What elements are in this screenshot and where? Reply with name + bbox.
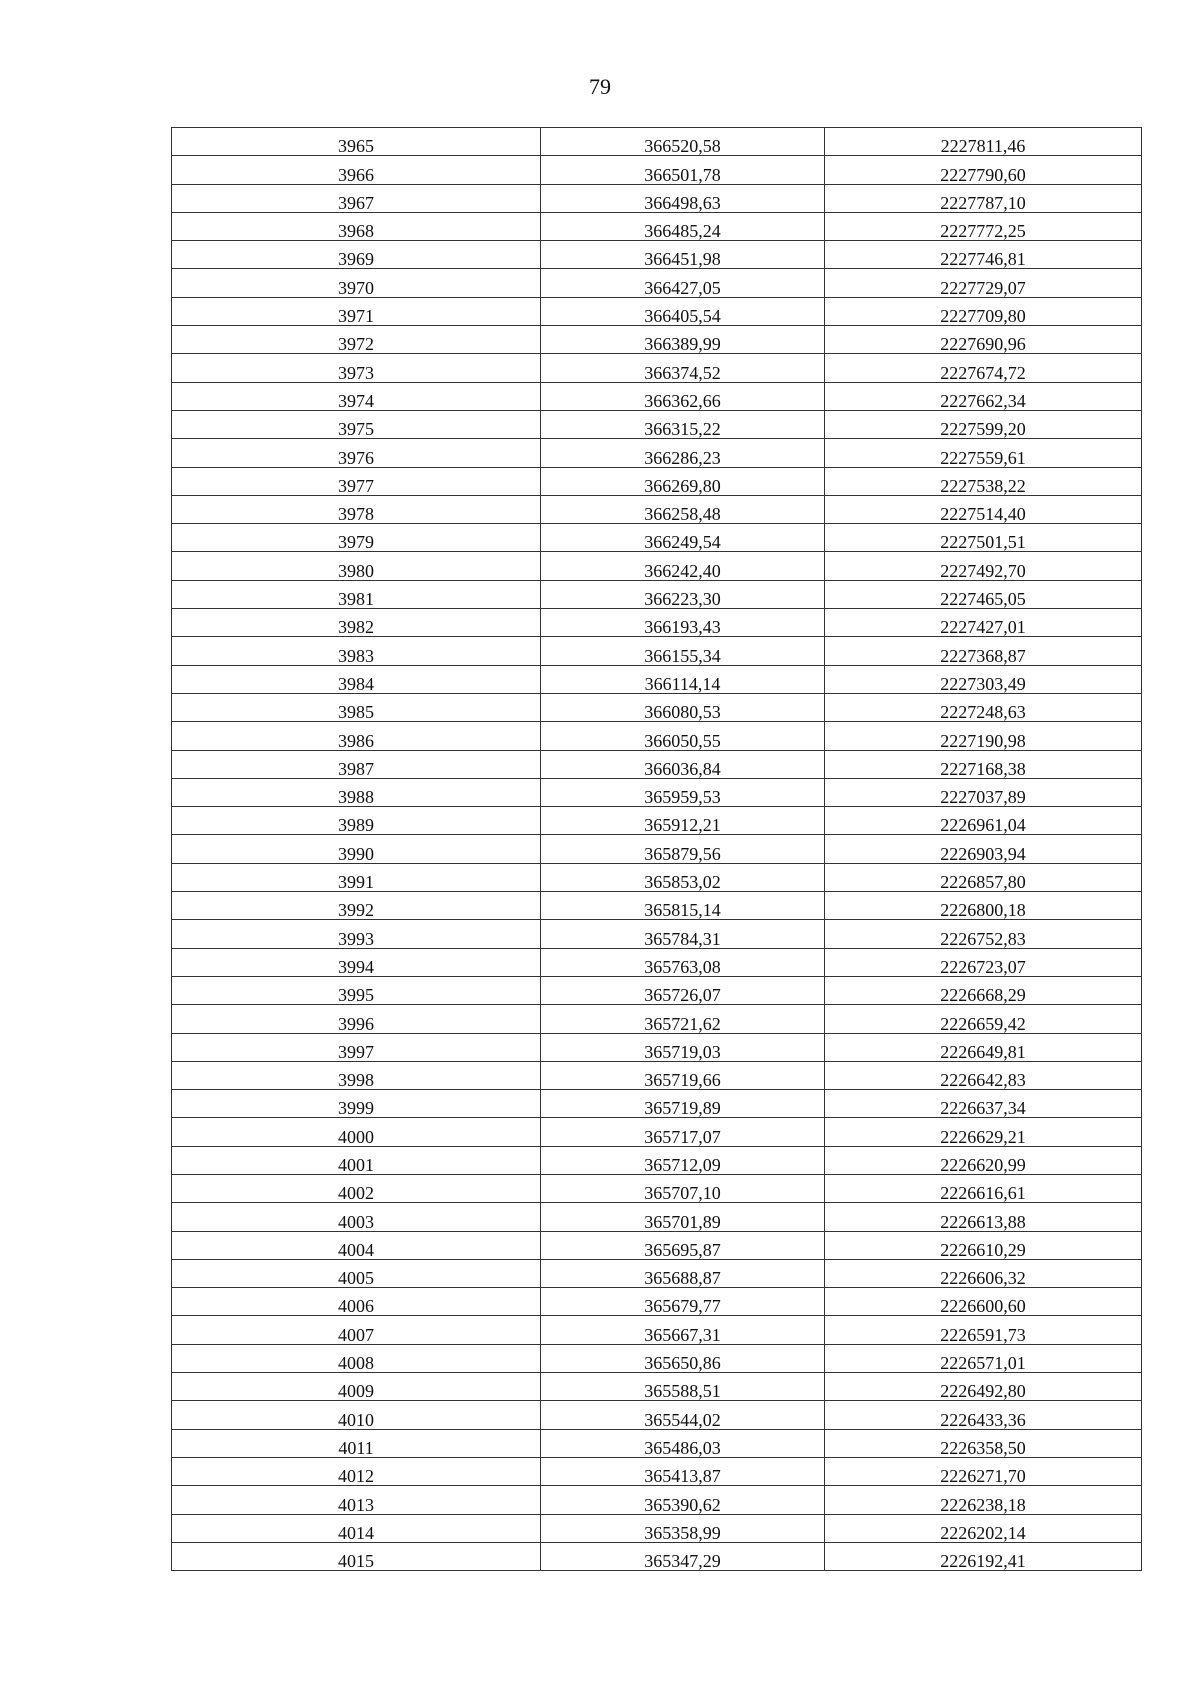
- table-row: [172, 410, 1142, 438]
- table-row: [172, 835, 1142, 863]
- x-coordinate-cell: 366242,40: [541, 552, 825, 580]
- point-number-cell: 3978: [172, 495, 541, 523]
- y-coordinate-cell: 2226857,80: [825, 863, 1142, 891]
- y-coordinate-cell: 2227303,49: [825, 665, 1142, 693]
- y-coordinate-cell: 2226616,61: [825, 1174, 1142, 1202]
- table-row: [172, 807, 1142, 835]
- y-coordinate-cell: 2227746,81: [825, 241, 1142, 269]
- table-row: [172, 1542, 1142, 1570]
- x-coordinate-cell: 366315,22: [541, 410, 825, 438]
- point-number-cell: 3979: [172, 524, 541, 552]
- x-coordinate-cell: 366155,34: [541, 637, 825, 665]
- point-number-cell: 4002: [172, 1174, 541, 1202]
- x-coordinate-cell: 366269,80: [541, 467, 825, 495]
- y-coordinate-cell: 2227538,22: [825, 467, 1142, 495]
- point-number-cell: 4000: [172, 1118, 541, 1146]
- x-coordinate-cell: 365544,02: [541, 1401, 825, 1429]
- point-number-cell: 4014: [172, 1514, 541, 1542]
- y-coordinate-cell: 2227790,60: [825, 156, 1142, 184]
- x-coordinate-cell: 366223,30: [541, 580, 825, 608]
- y-coordinate-cell: 2226238,18: [825, 1486, 1142, 1514]
- x-coordinate-cell: 366485,24: [541, 212, 825, 240]
- x-coordinate-cell: 366362,66: [541, 382, 825, 410]
- x-coordinate-cell: 366389,99: [541, 326, 825, 354]
- table-row: [172, 1118, 1142, 1146]
- table-row: [172, 1033, 1142, 1061]
- x-coordinate-cell: 366498,63: [541, 184, 825, 212]
- x-coordinate-cell: 365486,03: [541, 1429, 825, 1457]
- table-row: [172, 1146, 1142, 1174]
- x-coordinate-cell: 366451,98: [541, 241, 825, 269]
- y-coordinate-cell: 2226723,07: [825, 948, 1142, 976]
- y-coordinate-cell: 2226606,32: [825, 1259, 1142, 1287]
- table-row: [172, 326, 1142, 354]
- x-coordinate-cell: 365688,87: [541, 1259, 825, 1287]
- point-number-cell: 4005: [172, 1259, 541, 1287]
- point-number-cell: 3986: [172, 722, 541, 750]
- table-row: [172, 948, 1142, 976]
- y-coordinate-cell: 2227811,46: [825, 128, 1142, 156]
- y-coordinate-cell: 2226492,80: [825, 1373, 1142, 1401]
- table-row: [172, 354, 1142, 382]
- x-coordinate-cell: 366249,54: [541, 524, 825, 552]
- table-row: [172, 1429, 1142, 1457]
- point-number-cell: 3980: [172, 552, 541, 580]
- point-number-cell: 4013: [172, 1486, 541, 1514]
- point-number-cell: 3971: [172, 297, 541, 325]
- y-coordinate-cell: 2227662,34: [825, 382, 1142, 410]
- x-coordinate-cell: 366258,48: [541, 495, 825, 523]
- point-number-cell: 3993: [172, 920, 541, 948]
- y-coordinate-cell: 2226620,99: [825, 1146, 1142, 1174]
- table-row: [172, 665, 1142, 693]
- table-row: [172, 382, 1142, 410]
- point-number-cell: 4008: [172, 1344, 541, 1372]
- table-row: [172, 1203, 1142, 1231]
- table-row: [172, 128, 1142, 156]
- table-row: [172, 1005, 1142, 1033]
- point-number-cell: 3988: [172, 778, 541, 806]
- x-coordinate-cell: 365719,66: [541, 1061, 825, 1089]
- point-number-cell: 3970: [172, 269, 541, 297]
- point-number-cell: 3997: [172, 1033, 541, 1061]
- table-row: [172, 778, 1142, 806]
- table-row: [172, 1090, 1142, 1118]
- y-coordinate-cell: 2227248,63: [825, 693, 1142, 721]
- point-number-cell: 4006: [172, 1288, 541, 1316]
- table-row: [172, 297, 1142, 325]
- table-row: [172, 637, 1142, 665]
- point-number-cell: 3987: [172, 750, 541, 778]
- table-row: [172, 1231, 1142, 1259]
- x-coordinate-cell: 365717,07: [541, 1118, 825, 1146]
- x-coordinate-cell: 365650,86: [541, 1344, 825, 1372]
- y-coordinate-cell: 2226192,41: [825, 1542, 1142, 1570]
- x-coordinate-cell: 366286,23: [541, 439, 825, 467]
- point-number-cell: 3968: [172, 212, 541, 240]
- point-number-cell: 3999: [172, 1090, 541, 1118]
- point-number-cell: 3996: [172, 1005, 541, 1033]
- table-row: [172, 184, 1142, 212]
- table-row: [172, 1288, 1142, 1316]
- point-number-cell: 4010: [172, 1401, 541, 1429]
- y-coordinate-cell: 2226613,88: [825, 1203, 1142, 1231]
- y-coordinate-cell: 2226637,34: [825, 1090, 1142, 1118]
- point-number-cell: 3985: [172, 693, 541, 721]
- y-coordinate-cell: 2226202,14: [825, 1514, 1142, 1542]
- y-coordinate-cell: 2226571,01: [825, 1344, 1142, 1372]
- x-coordinate-cell: 366080,53: [541, 693, 825, 721]
- table-row: [172, 1316, 1142, 1344]
- y-coordinate-cell: 2227787,10: [825, 184, 1142, 212]
- point-number-cell: 3982: [172, 609, 541, 637]
- y-coordinate-cell: 2226800,18: [825, 892, 1142, 920]
- point-number-cell: 3981: [172, 580, 541, 608]
- y-coordinate-cell: 2226668,29: [825, 976, 1142, 1004]
- x-coordinate-cell: 366374,52: [541, 354, 825, 382]
- y-coordinate-cell: 2226629,21: [825, 1118, 1142, 1146]
- table-row: [172, 1401, 1142, 1429]
- y-coordinate-cell: 2226752,83: [825, 920, 1142, 948]
- point-number-cell: 3965: [172, 128, 541, 156]
- table-row: [172, 920, 1142, 948]
- y-coordinate-cell: 2227037,89: [825, 778, 1142, 806]
- x-coordinate-cell: 365763,08: [541, 948, 825, 976]
- table-row: [172, 467, 1142, 495]
- x-coordinate-cell: 365719,89: [541, 1090, 825, 1118]
- x-coordinate-cell: 366036,84: [541, 750, 825, 778]
- coordinates-table: [171, 127, 1142, 1571]
- table-row: [172, 552, 1142, 580]
- table-row: [172, 863, 1142, 891]
- y-coordinate-cell: 2226649,81: [825, 1033, 1142, 1061]
- point-number-cell: 4015: [172, 1542, 541, 1570]
- table-row: [172, 750, 1142, 778]
- x-coordinate-cell: 365959,53: [541, 778, 825, 806]
- point-number-cell: 3994: [172, 948, 541, 976]
- table-row: [172, 1457, 1142, 1485]
- table-row: [172, 722, 1142, 750]
- x-coordinate-cell: 365726,07: [541, 976, 825, 1004]
- point-number-cell: 4011: [172, 1429, 541, 1457]
- point-number-cell: 4001: [172, 1146, 541, 1174]
- y-coordinate-cell: 2227709,80: [825, 297, 1142, 325]
- table-row: [172, 892, 1142, 920]
- point-number-cell: 4007: [172, 1316, 541, 1344]
- point-number-cell: 3969: [172, 241, 541, 269]
- y-coordinate-cell: 2227514,40: [825, 495, 1142, 523]
- y-coordinate-cell: 2227168,38: [825, 750, 1142, 778]
- table-row: [172, 693, 1142, 721]
- x-coordinate-cell: 365358,99: [541, 1514, 825, 1542]
- x-coordinate-cell: 365695,87: [541, 1231, 825, 1259]
- y-coordinate-cell: 2226642,83: [825, 1061, 1142, 1089]
- table-row: [172, 1174, 1142, 1202]
- x-coordinate-cell: 365784,31: [541, 920, 825, 948]
- table-row: [172, 1344, 1142, 1372]
- x-coordinate-cell: 366193,43: [541, 609, 825, 637]
- y-coordinate-cell: 2226961,04: [825, 807, 1142, 835]
- point-number-cell: 3973: [172, 354, 541, 382]
- y-coordinate-cell: 2226591,73: [825, 1316, 1142, 1344]
- y-coordinate-cell: 2227559,61: [825, 439, 1142, 467]
- x-coordinate-cell: 366427,05: [541, 269, 825, 297]
- x-coordinate-cell: 365853,02: [541, 863, 825, 891]
- x-coordinate-cell: 366520,58: [541, 128, 825, 156]
- x-coordinate-cell: 365712,09: [541, 1146, 825, 1174]
- x-coordinate-cell: 365879,56: [541, 835, 825, 863]
- x-coordinate-cell: 365413,87: [541, 1457, 825, 1485]
- y-coordinate-cell: 2226433,36: [825, 1401, 1142, 1429]
- y-coordinate-cell: 2227772,25: [825, 212, 1142, 240]
- y-coordinate-cell: 2227690,96: [825, 326, 1142, 354]
- y-coordinate-cell: 2226659,42: [825, 1005, 1142, 1033]
- y-coordinate-cell: 2227674,72: [825, 354, 1142, 382]
- y-coordinate-cell: 2226610,29: [825, 1231, 1142, 1259]
- table-row: [172, 1259, 1142, 1287]
- point-number-cell: 4012: [172, 1457, 541, 1485]
- point-number-cell: 3983: [172, 637, 541, 665]
- table-row: [172, 269, 1142, 297]
- page-number: 79: [589, 74, 611, 99]
- y-coordinate-cell: 2226903,94: [825, 835, 1142, 863]
- point-number-cell: 3992: [172, 892, 541, 920]
- coordinates-table-body: [172, 128, 1142, 1571]
- point-number-cell: 3989: [172, 807, 541, 835]
- x-coordinate-cell: 365679,77: [541, 1288, 825, 1316]
- table-row: [172, 212, 1142, 240]
- x-coordinate-cell: 365721,62: [541, 1005, 825, 1033]
- y-coordinate-cell: 2227368,87: [825, 637, 1142, 665]
- x-coordinate-cell: 365667,31: [541, 1316, 825, 1344]
- point-number-cell: 3991: [172, 863, 541, 891]
- table-row: [172, 1061, 1142, 1089]
- y-coordinate-cell: 2227492,70: [825, 552, 1142, 580]
- y-coordinate-cell: 2226600,60: [825, 1288, 1142, 1316]
- table-row: [172, 1486, 1142, 1514]
- point-number-cell: 3995: [172, 976, 541, 1004]
- x-coordinate-cell: 365390,62: [541, 1486, 825, 1514]
- point-number-cell: 4003: [172, 1203, 541, 1231]
- y-coordinate-cell: 2227729,07: [825, 269, 1142, 297]
- y-coordinate-cell: 2227427,01: [825, 609, 1142, 637]
- y-coordinate-cell: 2227501,51: [825, 524, 1142, 552]
- y-coordinate-cell: 2227190,98: [825, 722, 1142, 750]
- point-number-cell: 3976: [172, 439, 541, 467]
- x-coordinate-cell: 366405,54: [541, 297, 825, 325]
- y-coordinate-cell: 2226271,70: [825, 1457, 1142, 1485]
- x-coordinate-cell: 365701,89: [541, 1203, 825, 1231]
- x-coordinate-cell: 365347,29: [541, 1542, 825, 1570]
- point-number-cell: 4004: [172, 1231, 541, 1259]
- point-number-cell: 3972: [172, 326, 541, 354]
- point-number-cell: 3998: [172, 1061, 541, 1089]
- x-coordinate-cell: 365719,03: [541, 1033, 825, 1061]
- y-coordinate-cell: 2227599,20: [825, 410, 1142, 438]
- point-number-cell: 3974: [172, 382, 541, 410]
- y-coordinate-cell: 2227465,05: [825, 580, 1142, 608]
- table-row: [172, 609, 1142, 637]
- x-coordinate-cell: 365707,10: [541, 1174, 825, 1202]
- x-coordinate-cell: 365588,51: [541, 1373, 825, 1401]
- table-row: [172, 524, 1142, 552]
- table-row: [172, 1373, 1142, 1401]
- x-coordinate-cell: 366114,14: [541, 665, 825, 693]
- point-number-cell: 3977: [172, 467, 541, 495]
- point-number-cell: 3975: [172, 410, 541, 438]
- point-number-cell: 4009: [172, 1373, 541, 1401]
- x-coordinate-cell: 365815,14: [541, 892, 825, 920]
- table-row: [172, 580, 1142, 608]
- point-number-cell: 3984: [172, 665, 541, 693]
- table-row: [172, 976, 1142, 1004]
- x-coordinate-cell: 366501,78: [541, 156, 825, 184]
- point-number-cell: 3967: [172, 184, 541, 212]
- x-coordinate-cell: 366050,55: [541, 722, 825, 750]
- table-row: [172, 439, 1142, 467]
- table-row: [172, 156, 1142, 184]
- table-row: [172, 1514, 1142, 1542]
- point-number-cell: 3966: [172, 156, 541, 184]
- y-coordinate-cell: 2226358,50: [825, 1429, 1142, 1457]
- point-number-cell: 3990: [172, 835, 541, 863]
- table-row: [172, 241, 1142, 269]
- x-coordinate-cell: 365912,21: [541, 807, 825, 835]
- table-row: [172, 495, 1142, 523]
